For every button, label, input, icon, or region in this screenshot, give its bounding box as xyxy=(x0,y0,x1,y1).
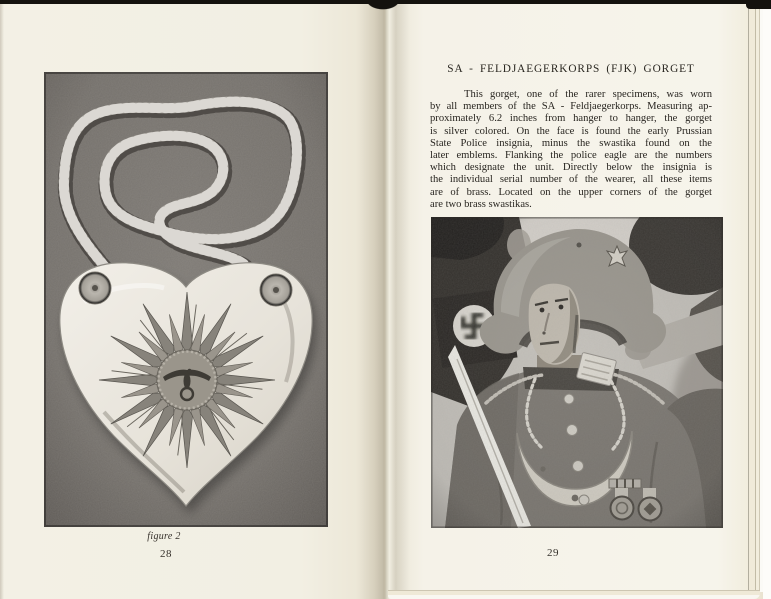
paragraph-line: proximately 6.2 inches from hanger to hanger, the gorget xyxy=(430,113,712,125)
paragraph-line: the individual serial number of the wearer, all these items xyxy=(430,174,712,186)
paragraph-line: later emblems. Flanking the police eagle are the numbers xyxy=(430,150,712,162)
chapter-heading: SA - FELDJAEGERKORPS (FJK) GORGET xyxy=(447,63,695,75)
body-paragraph xyxy=(430,89,712,211)
gorget-chain-photo xyxy=(44,72,328,527)
paragraph-line: which designate the unit. Directly below the insignia is xyxy=(430,162,712,174)
paragraph-line: This gorget, one of the rarer specimens, was worn xyxy=(464,89,712,100)
page-number-right: 29 xyxy=(547,547,559,559)
paragraph-line: by all members of the SA - Feldjaegerkorps. Measuring ap- xyxy=(430,101,712,113)
paragraph-line: are two brass swastikas. xyxy=(430,198,532,210)
soldier-photo-art xyxy=(431,217,723,528)
paragraph-line: is silver colored. On the face is found the early Prussian xyxy=(430,125,712,137)
soldier-portrait-photo xyxy=(431,217,723,528)
paragraph-line: are of brass. Located on the upper corners of the gorget xyxy=(430,186,712,198)
gorget-photo-art xyxy=(44,72,328,527)
right-page xyxy=(386,0,763,599)
scan-top-right-edge xyxy=(746,0,771,9)
scan-left-edge xyxy=(0,0,4,599)
page-number-left: 28 xyxy=(160,548,172,560)
paragraph-line: State Police insignia, minus the swastika found on the xyxy=(430,137,712,149)
book-fore-edge xyxy=(748,4,763,592)
scan-top-edge xyxy=(0,0,771,4)
page-bottom-edge xyxy=(388,590,760,599)
figure-caption: figure 2 xyxy=(147,531,181,542)
